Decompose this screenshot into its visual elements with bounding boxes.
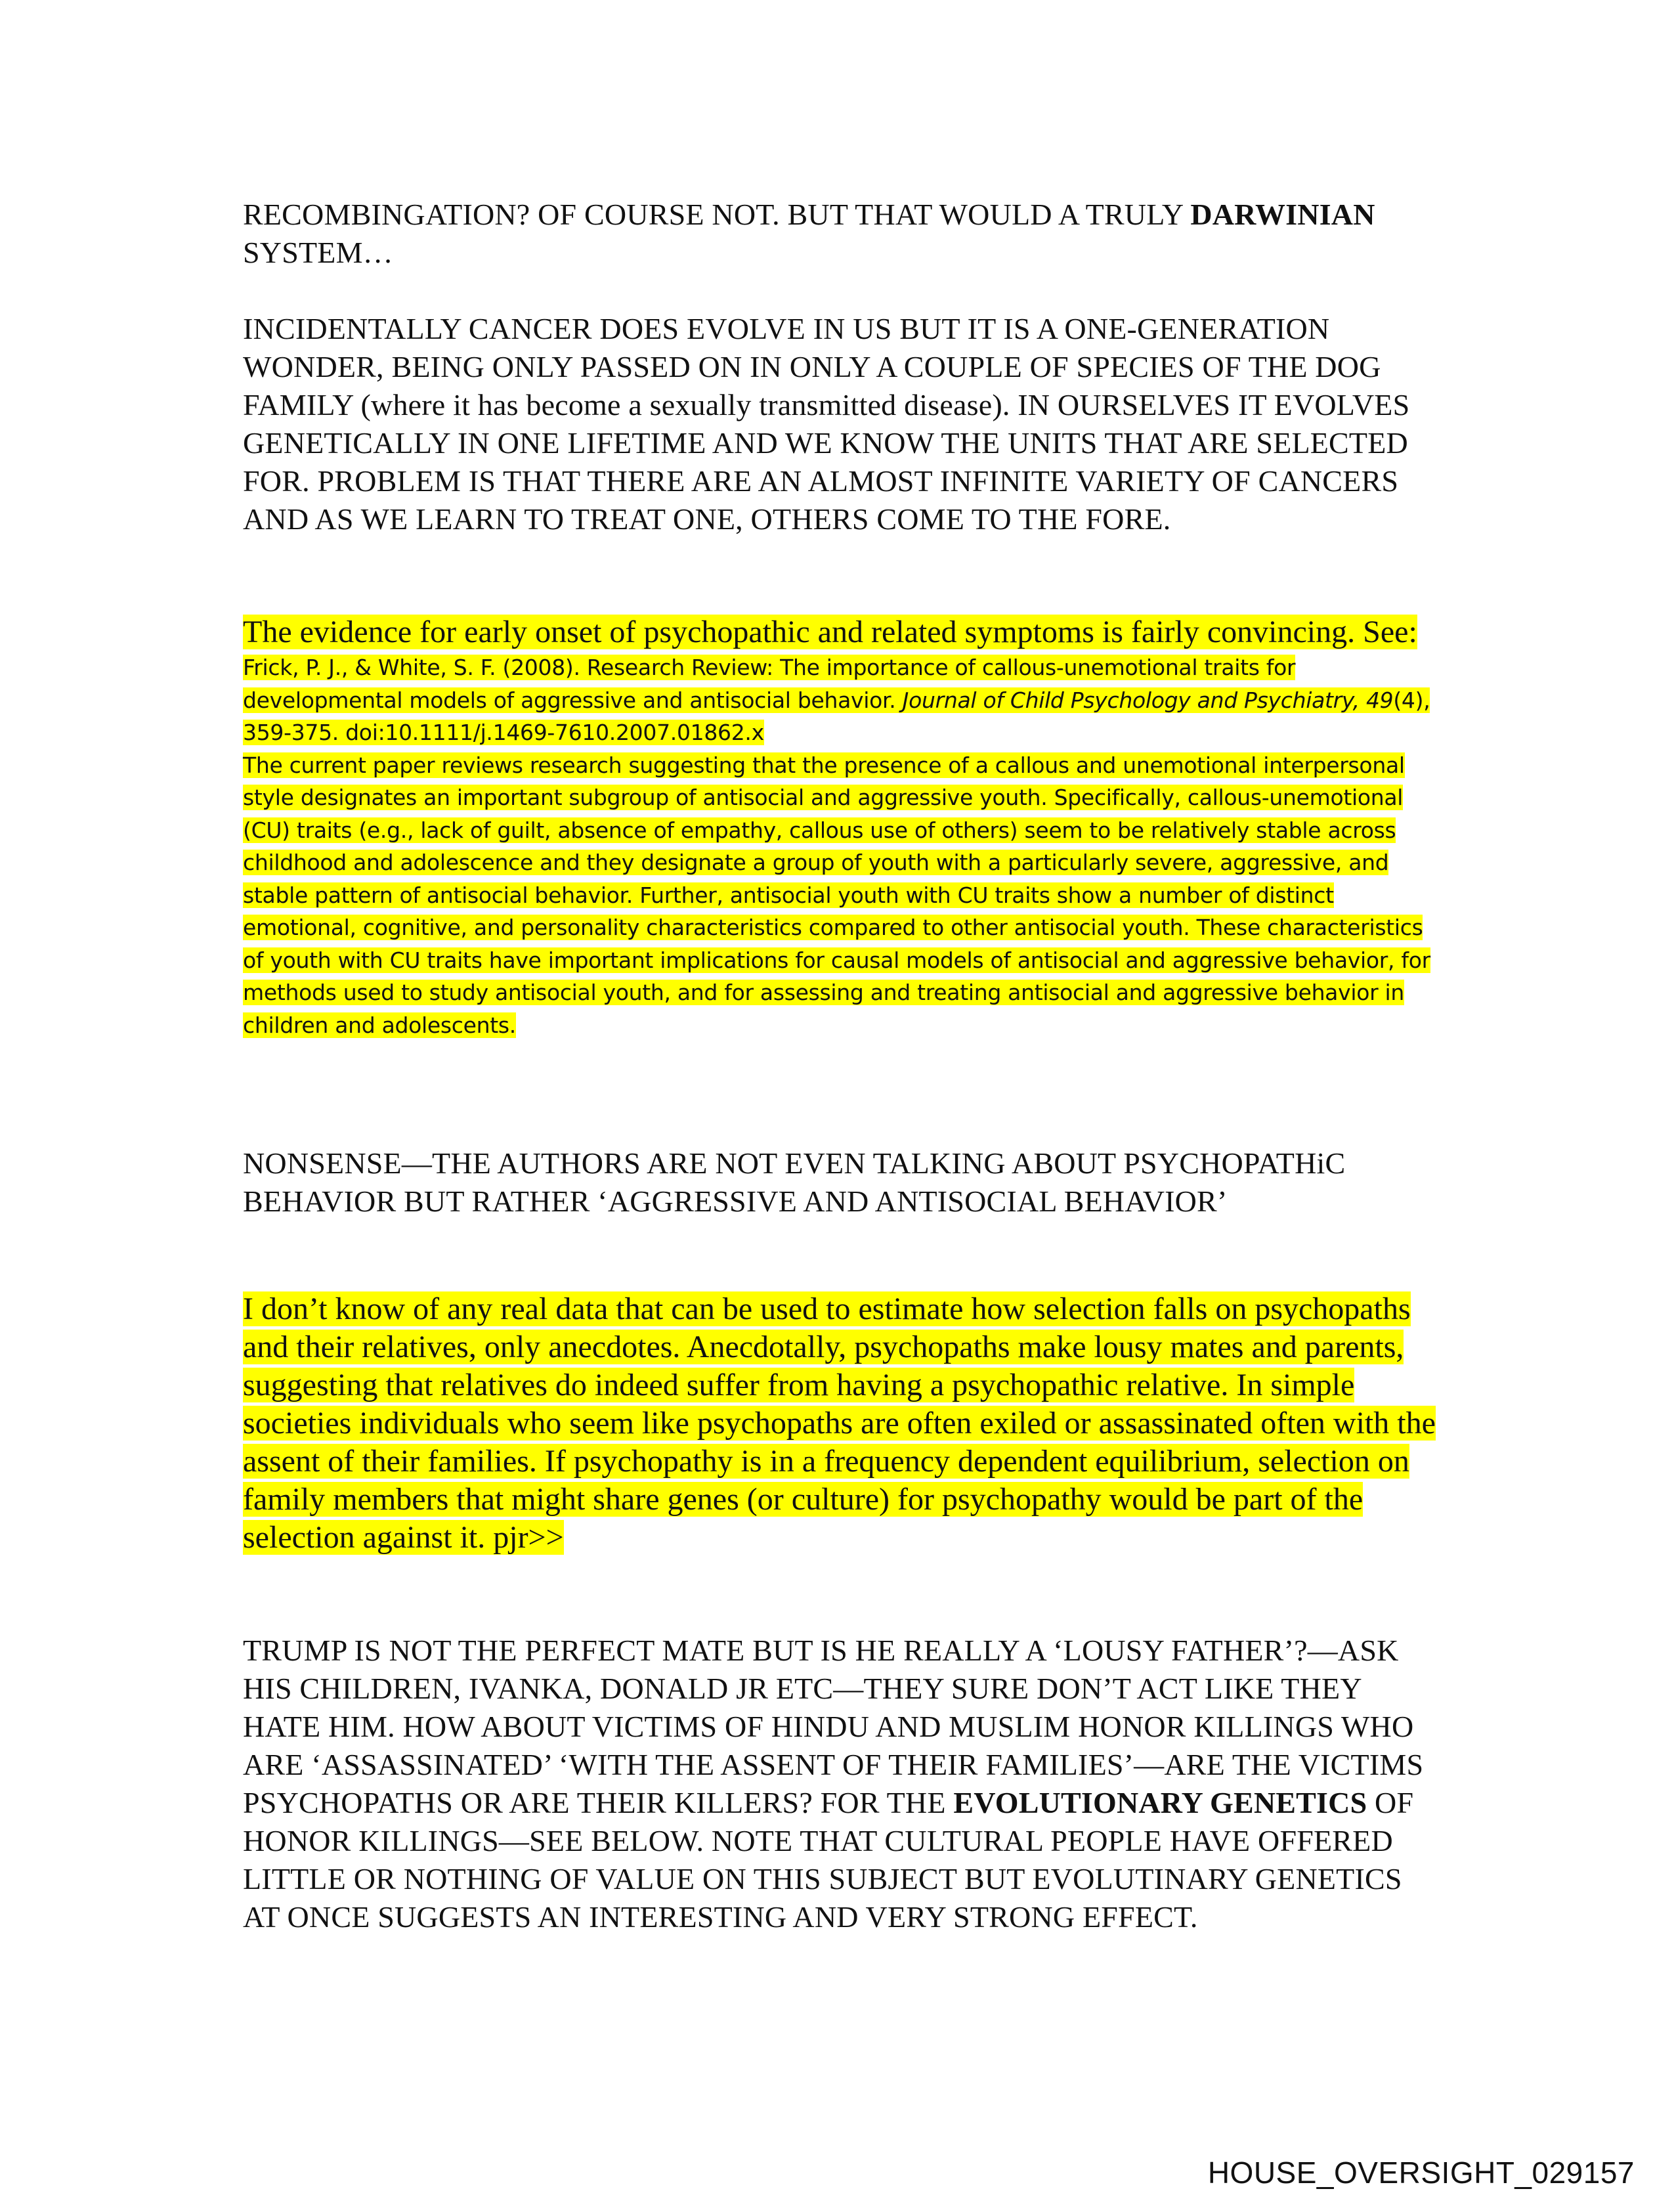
citation-journal	[903, 687, 1394, 713]
highlighted-quote-pjr	[243, 1290, 1444, 1557]
darwinian-bold: DARWINIAN	[1190, 198, 1375, 231]
abstract-text: The current paper reviews research suggesting that the presence of a callous and unemotional interpersonal style designates an important subgroup of antisocial and aggressive youth. Specifically, callous-unemotional (CU) traits (e.g., lack of guilt, absence of empathy, callous use of others) seem to be relatively stable across childhood and adolescence and they designate a group of youth with a particularly severe, aggressive, and stable pattern of antisocial behavior. Further, antisocial youth with CU traits show a number of distinct emotional, cognitive, and personality characteristics compared to other antisocial youth. These characteristics of youth with CU traits have important implications for causal models of antisocial and aggressive behavior, for methods used to study antisocial youth, and for assessing and treating antisocial and aggressive behavior in children and adolescents.	[243, 752, 1430, 1038]
highlighted-quote-frick	[243, 613, 1444, 1041]
journal-title: Journal of Child Psychology and Psychiatry, 49	[902, 687, 1394, 713]
citation	[243, 651, 1444, 749]
paragraph-trump-end: OF HONOR KILLINGS—SEE BELOW. NOTE THAT CULTURAL PEOPLE HAVE OFFERED LITTLE OR NOTHING OF VALUE ON THIS SUBJECT BUT EVOLUTINARY GENETICS AT ONCE SUGGESTS AN INTERESTING AND VERY STRONG EFFECT.	[243, 1786, 1414, 1934]
paragraph-recombination-text: RECOMBINGATION? OF COURSE NOT. BUT THAT WOULD A TRULY	[243, 198, 1191, 231]
paragraph-trump	[243, 1632, 1444, 1936]
abstract	[243, 749, 1444, 1042]
paragraph-trump-text: TRUMP IS NOT THE PERFECT MATE BUT IS HE REALLY A ‘LOUSY FATHER’?—ASK HIS CHILDREN, IVANKA, DONALD JR ETC—THEY SURE DON’T ACT LIKE THEY HATE HIM. HOW ABOUT VICTIMS OF HINDU AND MUSLIM HONOR KILLINGS WHO ARE ‘ASSASSINATED’ ‘WITH THE ASSENT OF THEIR FAMILIES’—ARE THE VICTIMS PSYCHOPATHS OR ARE THEIR KILLERS? FOR THE	[243, 1634, 1424, 1819]
paragraph-recombination	[243, 196, 1444, 272]
footer-document-id: HOUSE_OVERSIGHT_029157	[1207, 2156, 1635, 2190]
paragraph-recombination-end: SYSTEM…	[243, 236, 393, 269]
paragraph-nonsense: NONSENSE—THE AUTHORS ARE NOT EVEN TALKING ABOUT PSYCHOPATHiC BEHAVIOR BUT RATHER ‘AGGRESSIVE AND ANTISOCIAL BEHAVIOR’	[243, 1146, 1346, 1218]
evolutionary-genetics-bold: EVOLUTIONARY GENETICS	[953, 1786, 1367, 1819]
quote-intro	[243, 613, 1444, 651]
citation-start: Frick, P. J., & White, S. F. (2008). Research Review: The importance of callous-unemotional traits for developmental models of aggressive and antisocial behavior.	[243, 655, 1296, 713]
paragraph-cancer: INCIDENTALLY CANCER DOES EVOLVE IN US BUT IT IS A ONE-GENERATION WONDER, BEING ONLY PASSED ON IN ONLY A COUPLE OF SPECIES OF THE DOG FAMILY (where it has become a sexually transmitted disease). IN OURSELVES IT EVOLVES GENETICALLY IN ONE LIFETIME AND WE KNOW THE UNITS THAT ARE SELECTED FOR. PROBLEM IS THAT THERE ARE AN ALMOST INFINITE VARIETY OF CANCERS AND AS WE LEARN TO TREAT ONE, OTHERS COME TO THE FORE.	[243, 312, 1410, 536]
quote-pjr-text: I don’t know of any real data that can be used to estimate how selection falls on psychopaths and their relatives, only anecdotes. Anecdotally, psychopaths make lousy mates and parents, suggesting that relatives do indeed suffer from having a psychopathic relative. In simple societies individuals who seem like psychopaths are often exiled or assassinated often with the assent of their families. If psychopathy is in a frequency dependent equilibrium, selection on family members that might share genes (or culture) for psychopathy would be part of the selection against it. pjr>>	[243, 1291, 1436, 1555]
quote-intro-text: The evidence for early onset of psychopathic and related symptoms is fairly convincing. See:	[243, 615, 1417, 649]
citation-end: (4), 359-375. doi:10.1111/j.1469-7610.2007.01862.x	[243, 687, 1430, 745]
